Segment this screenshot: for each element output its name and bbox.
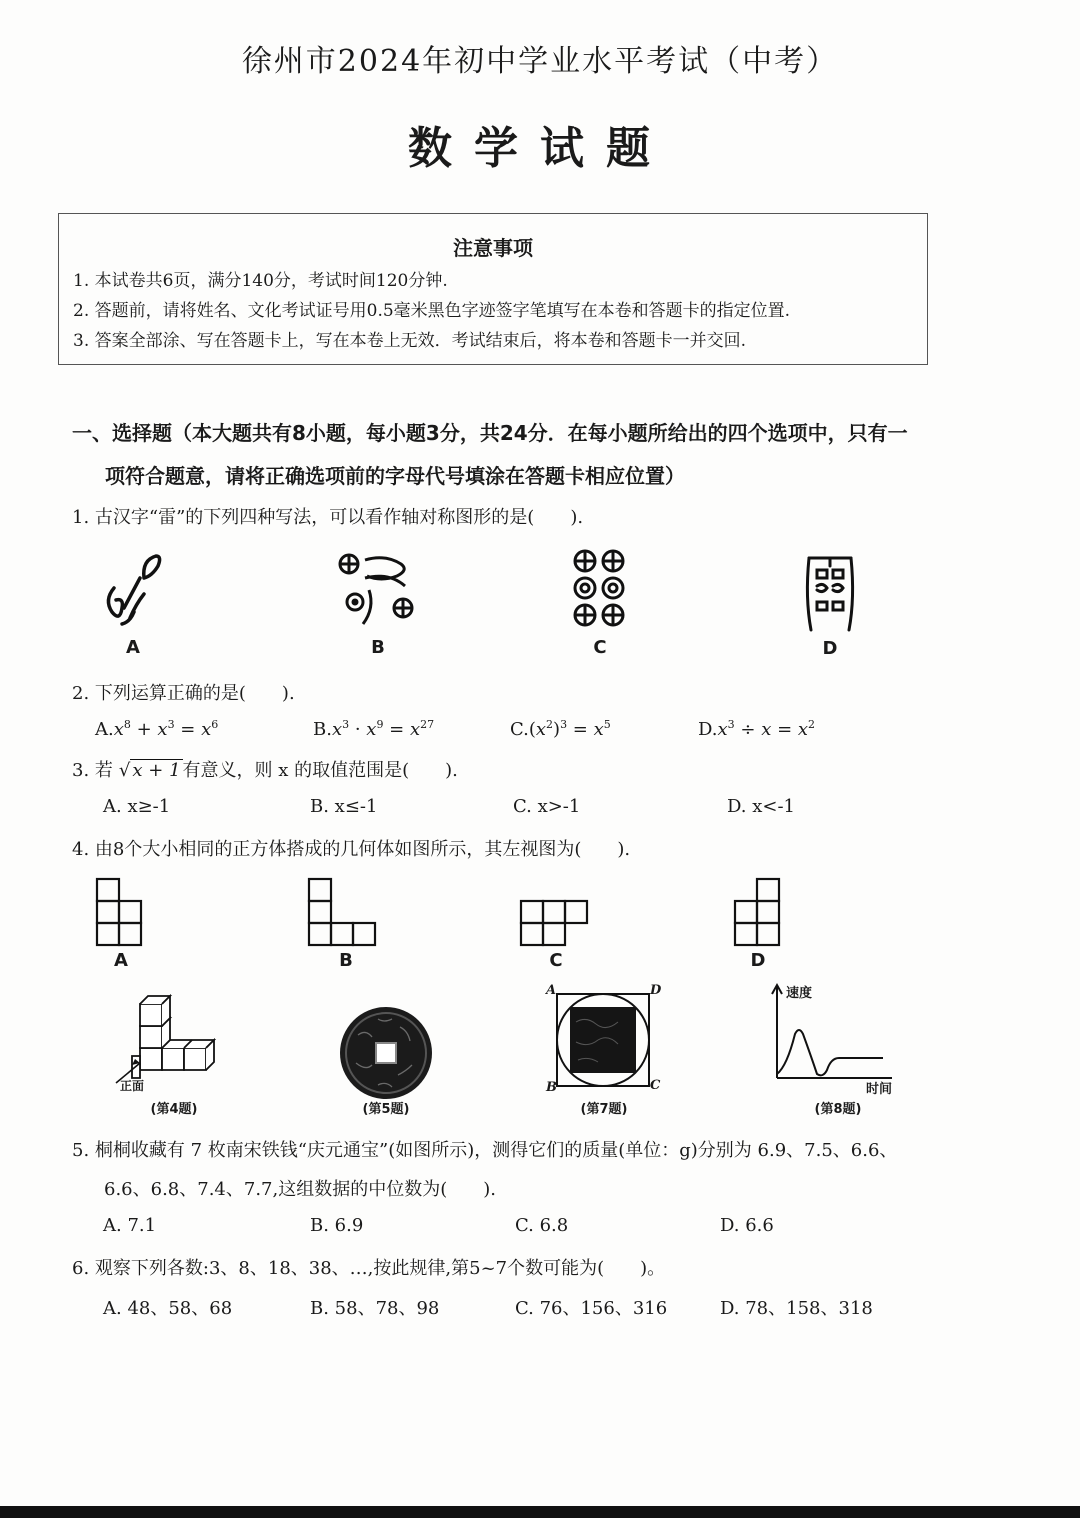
exam-subtitle: 数学试题 [408, 123, 672, 174]
q7-corner-c: C [650, 1078, 661, 1093]
q5-stem-line2: 6.6、6.8、7.4、7.7,这组数据的中位数为( ). [104, 1179, 496, 1200]
q7-corner-a: A [546, 983, 557, 998]
q2-option-a: $A.x^8 + x^3 = x^6$ [95, 718, 219, 740]
section-heading-line2: 项符合题意，请将正确选项前的字母代号填涂在答题卡相应位置） [105, 464, 685, 488]
notice-item: 3. 答案全部涂、写在答题卡上，写在本卷上无效．考试结束后，将本卷和答题卡一并交回. [73, 331, 747, 351]
q6-stem: 6. 观察下列各数:3、8、18、38、…,按此规律,第5~7个数可能为( )。 [72, 1258, 666, 1279]
exam-title: 徐州市2024年初中学业水平考试（中考） [241, 44, 839, 79]
figure-caption-q8: (第8题) [814, 1102, 862, 1117]
q1-label-c: C [593, 637, 607, 658]
page-bottom-edge [0, 1506, 1080, 1518]
q1-option-b-figure [335, 550, 420, 630]
q8-x-axis-label: 时间 [866, 1082, 893, 1097]
q1-option-c-figure [570, 548, 630, 628]
q5-option-d: D. 6.6 [720, 1215, 774, 1236]
q5-option-c: C. 6.8 [515, 1215, 569, 1236]
q5-option-b: B. 6.9 [310, 1215, 364, 1236]
q1-label-b: B [371, 637, 385, 658]
q4-label-b: B [339, 950, 353, 971]
q8-y-axis-label: 速度 [786, 986, 813, 1001]
q6-option-d: D. 78、158、318 [720, 1298, 873, 1319]
q2-option-c: $C.(x^2)^3 = x^5$ [510, 718, 611, 740]
q4-option-a-view [96, 878, 146, 946]
q4-stem: 4. 由8个大小相同的正方体搭成的几何体如图所示，其左视图为( ). [72, 839, 631, 860]
q4-solid-figure [112, 988, 232, 1088]
notice-item: 2. 答题前，请将姓名、文化考试证号用0.5毫米黑色字迹签字笔填写在本卷和答题卡的指定位置. [73, 301, 791, 321]
q3-option-c: C. x>-1 [513, 796, 581, 817]
q4-option-d-view [734, 878, 784, 946]
q3-option-b: B. x≤-1 [310, 796, 378, 817]
figure-caption-q5: (第5题) [362, 1102, 410, 1117]
figure-caption-q7: (第7题) [580, 1102, 628, 1117]
q1-option-a-figure [100, 548, 170, 633]
q5-option-a: A. 7.1 [103, 1215, 157, 1236]
notice-item: 1. 本试卷共6页，满分140分，考试时间120分钟. [73, 271, 448, 291]
q4-option-b-view [308, 878, 380, 946]
q6-option-b: B. 58、78、98 [310, 1298, 440, 1319]
q3-radicand: x + 1 [132, 760, 181, 781]
section-heading-line1: 一、选择题（本大题共有8小题，每小题3分，共24分．在每小题所给出的四个选项中，只有一 [72, 421, 908, 445]
q1-stem: 1. 古汉字“雷”的下列四种写法，可以看作轴对称图形的是( ). [72, 507, 584, 528]
q5-coin-figure [338, 1005, 434, 1101]
figure-caption-q4: (第4题) [150, 1102, 198, 1117]
q3-stem: 3. 若 √ x + 1 有意义，则 x 的取值范围是( ). [72, 760, 458, 781]
q6-option-a: A. 48、58、68 [103, 1298, 233, 1319]
notice-title: 注意事项 [453, 236, 533, 260]
q1-option-d-figure [803, 552, 858, 632]
q7-corner-b: B [546, 1080, 557, 1095]
q2-option-d: $D.x^3 \div x = x^2$ [698, 718, 816, 740]
q2-option-b: $B.x^3 \cdot x^9 = x^{27}$ [313, 718, 435, 740]
q3-option-a: A. x≥-1 [103, 796, 171, 817]
q7-square-circle-figure [542, 982, 662, 1094]
q2-stem: 2. 下列运算正确的是( ). [72, 683, 295, 704]
q7-corner-d: D [650, 983, 662, 998]
q6-option-c: C. 76、156、316 [515, 1298, 668, 1319]
q3-option-d: D. x<-1 [727, 796, 796, 817]
q4-label-d: D [750, 950, 766, 971]
notice-box [58, 213, 928, 365]
q1-label-a: A [126, 637, 140, 658]
q5-stem-line1: 5. 桐桐收藏有 7 枚南宋铁钱“庆元通宝”(如图所示)，测得它们的质量(单位：g)分别为 6.9、7.5、6.6、 [72, 1140, 898, 1161]
q1-label-d: D [822, 638, 838, 659]
q4-front-label: 正面 [120, 1079, 145, 1093]
q4-label-a: A [114, 950, 128, 971]
q4-option-c-view [520, 900, 592, 946]
q4-label-c: C [549, 950, 563, 971]
